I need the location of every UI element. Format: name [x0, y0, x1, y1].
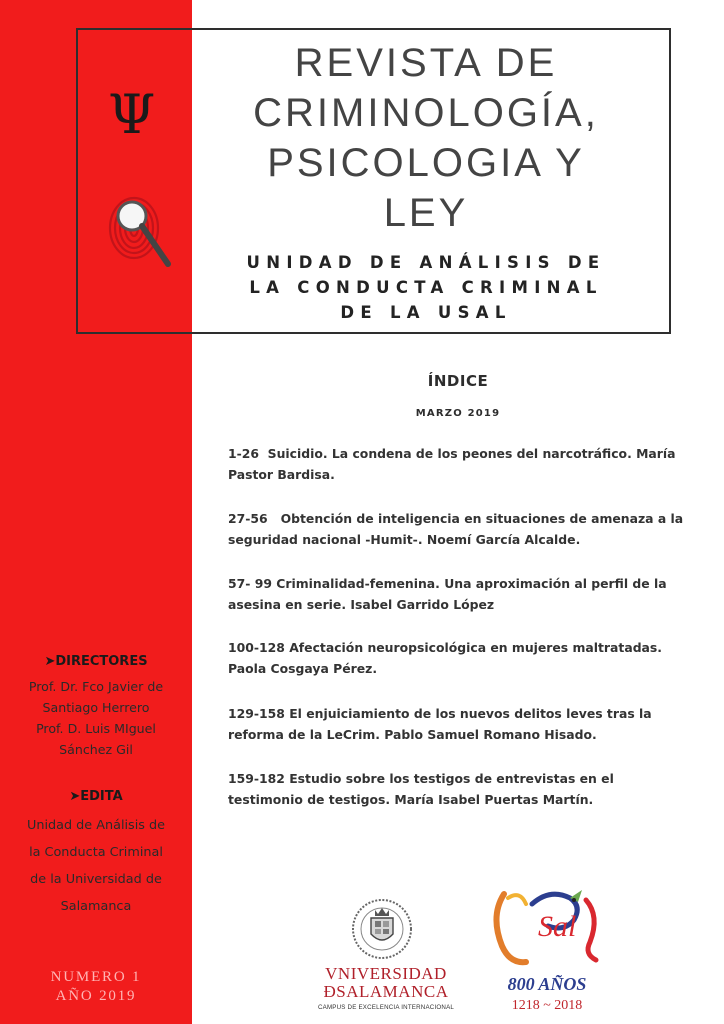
edita-line: de la Universidad de	[30, 872, 162, 887]
toc-pages: 1-26	[228, 446, 260, 461]
subtitle-line: UNIDAD DE ANÁLISIS DE	[246, 253, 606, 272]
toc-pages: 159-182	[228, 771, 285, 786]
subtitle-line: LA CONDUCTA CRIMINAL	[249, 278, 603, 297]
university-name-line2: ÐSALAMANCA	[323, 982, 449, 1001]
magazine-subtitle	[200, 250, 652, 325]
toc-item[interactable]	[228, 703, 690, 745]
centenary-range: 1218 ~ 2018	[511, 998, 583, 1013]
edita-list	[6, 812, 186, 920]
university-logo	[316, 880, 466, 1020]
edita-line: Unidad de Análisis de	[26, 818, 166, 833]
toc-item[interactable]	[228, 508, 690, 550]
edita-line: Salamanca	[60, 899, 132, 914]
toc-text: Afectación neuropsicológica en mujeres maltratadas. Paola Cosgaya Pérez.	[228, 640, 663, 676]
toc-item[interactable]	[228, 768, 690, 810]
issue-info	[0, 968, 192, 1006]
toc-pages: 100-128	[228, 640, 285, 655]
centenary-word: Sal	[538, 910, 577, 943]
title-line: PSICOLOGIA Y	[267, 141, 585, 185]
title-line: CRIMINOLOGÍA,	[253, 91, 599, 135]
index-date: MARZO 2019	[415, 408, 501, 419]
university-crest-icon	[351, 896, 413, 962]
edita-heading: ➤EDITA	[69, 789, 123, 804]
subtitle-line: DE LA USAL	[340, 303, 512, 322]
toc-item[interactable]	[228, 573, 690, 615]
toc-text: El enjuiciamiento de los nuevos delitos leves tras la reforma de la LeCrim. Pablo Samuel Romano Hisado.	[228, 706, 652, 742]
psi-icon: Ψ	[108, 83, 156, 146]
university-name-line1: VNIVERSIDAD	[325, 964, 447, 983]
toc-item[interactable]	[228, 443, 690, 485]
director-line: Prof. Dr. Fco Javier de	[28, 679, 164, 694]
university-tagline: CAMPUS DE EXCELENCIA INTERNACIONAL	[317, 1004, 455, 1011]
toc-text: Estudio sobre los testigos de entrevistas en el testimonio de testigos. María Isabel Puertas Martín.	[228, 771, 614, 807]
director-line: Santiago Herrero	[42, 700, 150, 715]
issue-number: NUMERO 1	[50, 969, 142, 985]
toc-item[interactable]	[228, 637, 690, 679]
director-line: Sánchez Gil	[59, 742, 133, 757]
centenary-years: 800 AÑOS	[507, 974, 587, 994]
directors-heading: ➤DIRECTORES	[44, 654, 148, 669]
toc-pages: 129-158	[228, 706, 285, 721]
toc-text: Obtención de inteligencia en situaciones de amenaza a la seguridad nacional -Humit-. Noemí García Alcalde.	[228, 511, 684, 547]
toc-text: Criminalidad-femenina. Una aproximación al perfil de la asesina en serie. Isabel Garrido López	[228, 576, 667, 612]
centenary-logo	[480, 882, 620, 1020]
title-line: LEY	[383, 191, 469, 235]
issue-year: AÑO 2019	[55, 988, 137, 1004]
directors-list	[6, 676, 186, 760]
toc-pages: 27-56	[228, 511, 268, 526]
director-line: Prof. D. Luis MIguel	[36, 721, 156, 736]
toc-pages: 57- 99	[228, 576, 272, 591]
fingerprint-magnifier-icon	[106, 192, 172, 272]
title-line: REVISTA DE	[294, 41, 558, 85]
magazine-title	[196, 38, 656, 238]
index-heading: ÍNDICE	[427, 372, 489, 390]
toc-text: Suicidio. La condena de los peones del narcotráfico. María Pastor Bardisa.	[228, 446, 676, 482]
edita-line: la Conducta Criminal	[29, 845, 163, 860]
